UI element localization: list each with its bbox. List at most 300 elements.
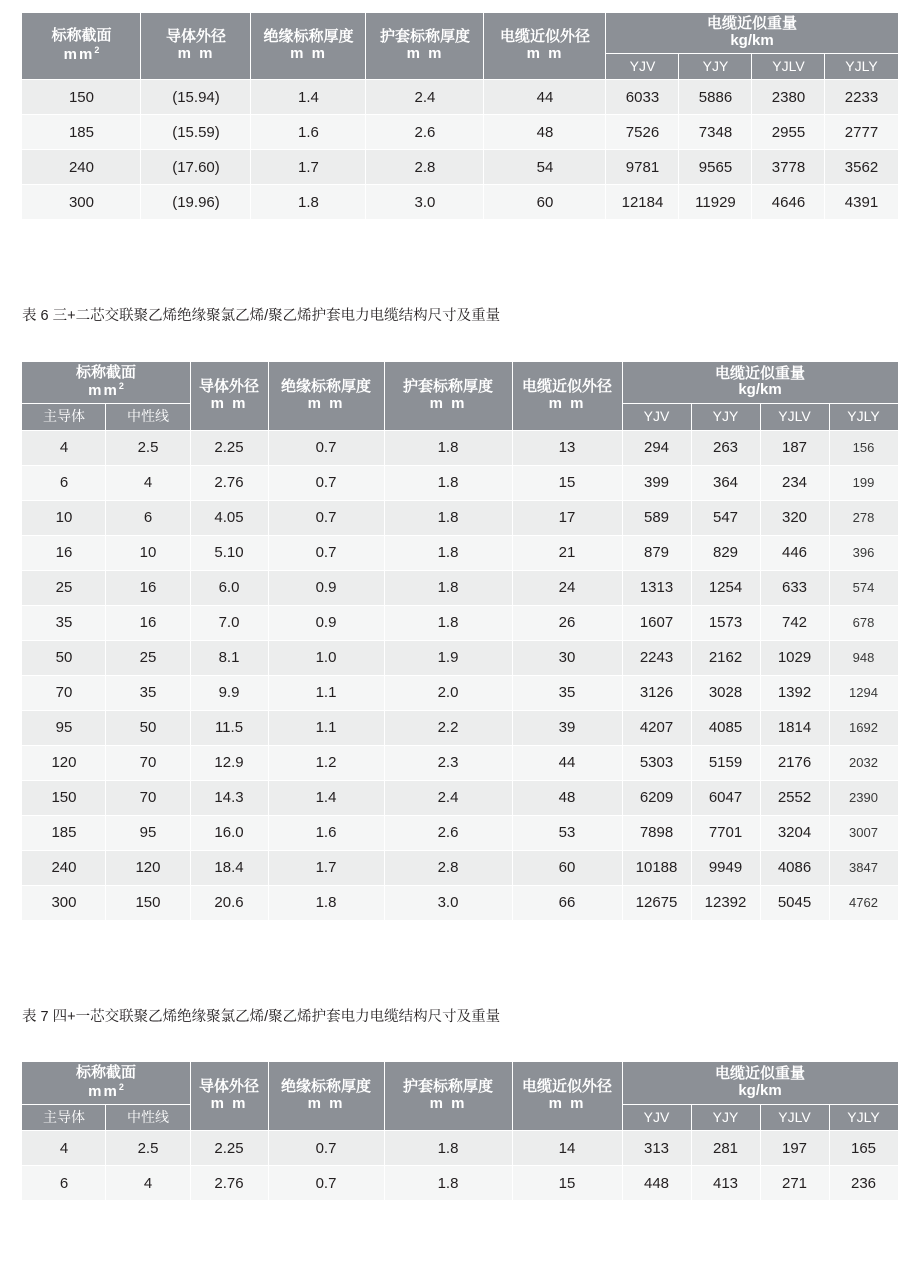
- cell-nominal-section: 240: [22, 150, 141, 185]
- header-label: 绝缘标称厚度: [280, 377, 371, 395]
- cell-weight-yjy: 364: [691, 465, 760, 500]
- cell-conductor-od: 14.3: [190, 780, 268, 815]
- cell-neutral: 4: [106, 465, 190, 500]
- table-row: [22, 605, 898, 640]
- cell-main-conductor: 50: [22, 640, 106, 675]
- cell-weight-yjlv: 1029: [760, 640, 829, 675]
- cell-weight-yjy: 3028: [691, 675, 760, 710]
- cell-weight-yjly: 2032: [829, 745, 898, 780]
- cell-weight-yjv: 12675: [622, 885, 691, 920]
- cell-main-conductor: 4: [22, 1131, 106, 1166]
- header-cable-od: [512, 1062, 622, 1131]
- cell-cable-od: 13: [512, 430, 622, 465]
- header-label: 护套标称厚度: [379, 28, 470, 46]
- header-label: 电缆近似外径: [521, 377, 612, 395]
- cell-neutral: 150: [106, 885, 190, 920]
- header-label: 护套标称厚度: [402, 377, 493, 395]
- cell-conductor-od: 20.6: [190, 885, 268, 920]
- cell-neutral: 16: [106, 570, 190, 605]
- header-nominal-section: [22, 361, 190, 404]
- cell-nominal-section: 185: [22, 115, 141, 150]
- table-row: [22, 80, 898, 115]
- header-unit: m m: [406, 45, 444, 63]
- cell-main-conductor: 70: [22, 675, 106, 710]
- header-conductor-od: [190, 1062, 268, 1131]
- header-label: 绝缘标称厚度: [263, 28, 354, 46]
- cell-weight-yjly: 165: [829, 1131, 898, 1166]
- cell-insulation-thickness: 1.1: [268, 710, 384, 745]
- cell-main-conductor: 10: [22, 500, 106, 535]
- cell-nominal-section: 300: [22, 185, 141, 220]
- cell-cable-od: 44: [512, 745, 622, 780]
- cable-spec-table-6: [21, 361, 898, 921]
- cell-main-conductor: 300: [22, 885, 106, 920]
- cell-weight-yjly: 1294: [829, 675, 898, 710]
- cell-conductor-od: 4.05: [190, 500, 268, 535]
- cell-main-conductor: 35: [22, 605, 106, 640]
- cell-insulation-thickness: 1.4: [268, 780, 384, 815]
- table-body: [22, 80, 898, 220]
- cell-sheath-thickness: 1.8: [384, 570, 512, 605]
- cell-weight-yjy: 9565: [679, 150, 752, 185]
- cell-cable-od: 48: [512, 780, 622, 815]
- cell-insulation-thickness: 1.7: [268, 850, 384, 885]
- cell-insulation-thickness: 0.7: [268, 1131, 384, 1166]
- cell-sheath-thickness: 2.0: [384, 675, 512, 710]
- cell-conductor-od: 12.9: [190, 745, 268, 780]
- cell-insulation-thickness: 0.7: [268, 535, 384, 570]
- header-conductor-od: [190, 361, 268, 430]
- cell-main-conductor: 150: [22, 780, 106, 815]
- header-unit: m m: [210, 394, 248, 412]
- header-unit: mm: [63, 46, 95, 64]
- cell-weight-yjy: 11929: [679, 185, 752, 220]
- cell-cable-od: 39: [512, 710, 622, 745]
- cell-sheath-thickness: 1.8: [384, 535, 512, 570]
- cell-weight-yjv: 4207: [622, 710, 691, 745]
- cell-main-conductor: 6: [22, 1166, 106, 1201]
- cell-weight-yjlv: 187: [760, 430, 829, 465]
- cell-weight-yjlv: 4086: [760, 850, 829, 885]
- cell-weight-yjv: 448: [622, 1166, 691, 1201]
- cell-sheath-thickness: 2.8: [384, 850, 512, 885]
- cell-weight-yjlv: 2176: [760, 745, 829, 780]
- cell-conductor-od: 18.4: [190, 850, 268, 885]
- cell-weight-yjly: 156: [829, 430, 898, 465]
- header-unit-sup: 2: [118, 381, 124, 392]
- cell-weight-yjv: 9781: [606, 150, 679, 185]
- cell-sheath-thickness: 3.0: [384, 885, 512, 920]
- table-row: [22, 185, 898, 220]
- cell-cable-od: 44: [484, 80, 606, 115]
- cell-cable-od: 53: [512, 815, 622, 850]
- cell-weight-yjv: 313: [622, 1131, 691, 1166]
- cell-weight-yjly: 3847: [829, 850, 898, 885]
- cell-weight-yjy: 7348: [679, 115, 752, 150]
- header-label: 电缆近似外径: [499, 28, 590, 46]
- cell-sheath-thickness: 2.6: [366, 115, 484, 150]
- cell-weight-yjly: 3562: [825, 150, 898, 185]
- cell-insulation-thickness: 1.2: [268, 745, 384, 780]
- header-unit: m m: [429, 394, 467, 412]
- header-yjy: YJY: [691, 404, 760, 431]
- header-label: 电缆近似重量: [715, 364, 806, 382]
- cell-weight-yjv: 399: [622, 465, 691, 500]
- cell-weight-yjv: 12184: [606, 185, 679, 220]
- cell-sheath-thickness: 2.6: [384, 815, 512, 850]
- header-unit: m m: [307, 1095, 345, 1113]
- cell-weight-yjly: 4762: [829, 885, 898, 920]
- header-yjy: YJY: [679, 53, 752, 80]
- header-cable-weight: [622, 1062, 898, 1105]
- cell-sheath-thickness: 1.8: [384, 465, 512, 500]
- header-unit: m m: [210, 1095, 248, 1113]
- header-conductor-od: [141, 13, 251, 80]
- table-header-row: [22, 13, 898, 54]
- cell-weight-yjlv: 271: [760, 1166, 829, 1201]
- cable-spec-table-continued: [21, 12, 898, 220]
- cell-conductor-od: 2.25: [190, 430, 268, 465]
- table-row: [22, 570, 898, 605]
- header-sheath-thickness: [366, 13, 484, 80]
- header-yjv: YJV: [622, 404, 691, 431]
- cell-main-conductor: 16: [22, 535, 106, 570]
- header-yjlv: YJLV: [760, 1104, 829, 1131]
- cell-sheath-thickness: 2.4: [366, 80, 484, 115]
- header-label: 导体外径: [198, 1078, 259, 1096]
- cell-weight-yjy: 281: [691, 1131, 760, 1166]
- table-6-caption: 表 6 三+二芯交联聚乙烯绝缘聚氯乙烯/聚乙烯护套电力电缆结构尺寸及重量: [22, 308, 501, 325]
- cell-cable-od: 17: [512, 500, 622, 535]
- cell-nominal-section: 150: [22, 80, 141, 115]
- cell-weight-yjlv: 2380: [752, 80, 825, 115]
- header-cable-weight: [606, 13, 898, 54]
- spacer: [0, 1027, 920, 1061]
- header-yjly: YJLY: [829, 1104, 898, 1131]
- cell-neutral: 25: [106, 640, 190, 675]
- cell-conductor-od: 9.9: [190, 675, 268, 710]
- cell-cable-od: 60: [484, 185, 606, 220]
- cell-conductor-od: (15.94): [141, 80, 251, 115]
- cell-insulation-thickness: 1.4: [251, 80, 366, 115]
- cell-conductor-od: 2.25: [190, 1131, 268, 1166]
- cell-weight-yjy: 7701: [691, 815, 760, 850]
- cell-conductor-od: 7.0: [190, 605, 268, 640]
- cell-weight-yjv: 1607: [622, 605, 691, 640]
- spacer: [0, 327, 920, 361]
- cell-weight-yjlv: 633: [760, 570, 829, 605]
- cell-cable-od: 54: [484, 150, 606, 185]
- header-label: 护套标称厚度: [402, 1078, 493, 1096]
- cell-neutral: 120: [106, 850, 190, 885]
- cell-sheath-thickness: 2.3: [384, 745, 512, 780]
- cell-weight-yjy: 413: [691, 1166, 760, 1201]
- cell-insulation-thickness: 1.8: [251, 185, 366, 220]
- table-7-caption: 表 7 四+一芯交联聚乙烯绝缘聚氯乙烯/聚乙烯护套电力电缆结构尺寸及重量: [22, 1008, 501, 1025]
- table-row: [22, 1166, 898, 1201]
- cell-weight-yjv: 5303: [622, 745, 691, 780]
- header-unit: m m: [290, 45, 327, 63]
- header-cable-od: [512, 361, 622, 430]
- cell-sheath-thickness: 1.9: [384, 640, 512, 675]
- cell-main-conductor: 25: [22, 570, 106, 605]
- header-yjly: YJLY: [829, 404, 898, 431]
- header-neutral: 中性线: [106, 1104, 190, 1131]
- cell-weight-yjv: 6209: [622, 780, 691, 815]
- cell-weight-yjv: 294: [622, 430, 691, 465]
- table-row: [22, 780, 898, 815]
- cell-weight-yjlv: 2955: [752, 115, 825, 150]
- cell-sheath-thickness: 2.2: [384, 710, 512, 745]
- cell-weight-yjv: 1313: [622, 570, 691, 605]
- cell-weight-yjly: 678: [829, 605, 898, 640]
- cell-weight-yjly: 3007: [829, 815, 898, 850]
- table-row: [22, 115, 898, 150]
- header-unit: m m: [307, 394, 345, 412]
- table-row: [22, 430, 898, 465]
- header-sheath-thickness: [384, 1062, 512, 1131]
- cell-conductor-od: 11.5: [190, 710, 268, 745]
- cell-neutral: 2.5: [106, 430, 190, 465]
- cell-insulation-thickness: 1.8: [268, 885, 384, 920]
- header-sheath-thickness: [384, 361, 512, 430]
- cell-sheath-thickness: 1.8: [384, 1166, 512, 1201]
- table-row: [22, 885, 898, 920]
- header-label: 标称截面: [75, 1064, 136, 1082]
- table-row: [22, 535, 898, 570]
- cell-cable-od: 15: [512, 465, 622, 500]
- cell-weight-yjlv: 197: [760, 1131, 829, 1166]
- cell-weight-yjly: 2777: [825, 115, 898, 150]
- header-unit: m m: [548, 1095, 586, 1113]
- header-label: 电缆近似重量: [715, 1065, 806, 1083]
- cell-cable-od: 48: [484, 115, 606, 150]
- header-label: 标称截面: [51, 27, 112, 45]
- cell-main-conductor: 185: [22, 815, 106, 850]
- cell-neutral: 70: [106, 780, 190, 815]
- cell-neutral: 95: [106, 815, 190, 850]
- cell-weight-yjly: 236: [829, 1166, 898, 1201]
- header-unit: kg/km: [738, 381, 782, 399]
- cell-weight-yjv: 7526: [606, 115, 679, 150]
- cell-conductor-od: (19.96): [141, 185, 251, 220]
- header-cable-od: [484, 13, 606, 80]
- cell-weight-yjy: 2162: [691, 640, 760, 675]
- cell-weight-yjlv: 2552: [760, 780, 829, 815]
- cell-conductor-od: 6.0: [190, 570, 268, 605]
- table-row: [22, 1131, 898, 1166]
- cell-weight-yjv: 7898: [622, 815, 691, 850]
- cell-weight-yjly: 396: [829, 535, 898, 570]
- cell-cable-od: 35: [512, 675, 622, 710]
- cell-weight-yjy: 829: [691, 535, 760, 570]
- cell-insulation-thickness: 0.7: [268, 500, 384, 535]
- spacer: [0, 220, 920, 306]
- table-row: [22, 850, 898, 885]
- cell-neutral: 6: [106, 500, 190, 535]
- header-yjy: YJY: [691, 1104, 760, 1131]
- table-row: [22, 815, 898, 850]
- header-label: 绝缘标称厚度: [280, 1078, 371, 1096]
- header-nominal-section: [22, 1062, 190, 1105]
- header-main-conductor: 主导体: [22, 404, 106, 431]
- cell-weight-yjlv: 4646: [752, 185, 825, 220]
- cell-weight-yjlv: 3204: [760, 815, 829, 850]
- cell-conductor-od: 2.76: [190, 465, 268, 500]
- cell-sheath-thickness: 3.0: [366, 185, 484, 220]
- header-insulation-thickness: [251, 13, 366, 80]
- header-neutral: 中性线: [106, 404, 190, 431]
- cell-conductor-od: 8.1: [190, 640, 268, 675]
- cell-weight-yjy: 12392: [691, 885, 760, 920]
- table-body: [22, 1131, 898, 1201]
- cell-neutral: 4: [106, 1166, 190, 1201]
- table-row: [22, 745, 898, 780]
- cell-weight-yjlv: 5045: [760, 885, 829, 920]
- cell-insulation-thickness: 1.1: [268, 675, 384, 710]
- cell-weight-yjlv: 742: [760, 605, 829, 640]
- cell-insulation-thickness: 0.7: [268, 465, 384, 500]
- header-unit: kg/km: [738, 1081, 782, 1099]
- cell-weight-yjly: 948: [829, 640, 898, 675]
- header-label: 电缆近似外径: [521, 1078, 612, 1096]
- cell-weight-yjlv: 1392: [760, 675, 829, 710]
- header-yjlv: YJLV: [760, 404, 829, 431]
- cell-conductor-od: 5.10: [190, 535, 268, 570]
- cell-weight-yjv: 2243: [622, 640, 691, 675]
- cell-weight-yjy: 9949: [691, 850, 760, 885]
- header-unit: m m: [526, 45, 564, 63]
- cell-weight-yjy: 263: [691, 430, 760, 465]
- cell-insulation-thickness: 0.7: [268, 430, 384, 465]
- header-nominal-section: [22, 13, 141, 80]
- cell-main-conductor: 6: [22, 465, 106, 500]
- cell-cable-od: 30: [512, 640, 622, 675]
- header-unit: mm: [88, 382, 119, 400]
- cell-weight-yjlv: 446: [760, 535, 829, 570]
- header-yjv: YJV: [606, 53, 679, 80]
- cell-sheath-thickness: 2.8: [366, 150, 484, 185]
- cell-weight-yjv: 10188: [622, 850, 691, 885]
- cell-weight-yjly: 574: [829, 570, 898, 605]
- cell-weight-yjy: 5886: [679, 80, 752, 115]
- cell-sheath-thickness: 1.8: [384, 500, 512, 535]
- header-main-conductor: 主导体: [22, 1104, 106, 1131]
- cell-neutral: 2.5: [106, 1131, 190, 1166]
- cable-spec-table-7: [21, 1061, 898, 1201]
- cell-insulation-thickness: 1.7: [251, 150, 366, 185]
- cell-weight-yjly: 278: [829, 500, 898, 535]
- cell-neutral: 70: [106, 745, 190, 780]
- table-row: [22, 500, 898, 535]
- table-header-row: [22, 361, 898, 404]
- table-body: [22, 430, 898, 920]
- cell-cable-od: 24: [512, 570, 622, 605]
- cell-weight-yjv: 3126: [622, 675, 691, 710]
- cell-cable-od: 15: [512, 1166, 622, 1201]
- cell-cable-od: 66: [512, 885, 622, 920]
- cell-weight-yjy: 5159: [691, 745, 760, 780]
- cell-sheath-thickness: 1.8: [384, 605, 512, 640]
- cell-weight-yjlv: 320: [760, 500, 829, 535]
- cell-weight-yjly: 2233: [825, 80, 898, 115]
- header-unit: kg/km: [730, 31, 774, 49]
- header-unit: m m: [548, 394, 586, 412]
- cell-neutral: 10: [106, 535, 190, 570]
- cell-weight-yjy: 1254: [691, 570, 760, 605]
- cell-insulation-thickness: 1.6: [268, 815, 384, 850]
- header-unit: mm: [88, 1082, 119, 1100]
- spacer: [0, 921, 920, 1007]
- cell-conductor-od: 16.0: [190, 815, 268, 850]
- cell-main-conductor: 240: [22, 850, 106, 885]
- cell-cable-od: 14: [512, 1131, 622, 1166]
- table-row: [22, 150, 898, 185]
- cell-weight-yjv: 6033: [606, 80, 679, 115]
- cell-cable-od: 26: [512, 605, 622, 640]
- header-unit: m m: [429, 1095, 467, 1113]
- header-label: 导体外径: [165, 28, 226, 46]
- cell-insulation-thickness: 0.9: [268, 570, 384, 605]
- top-spacer: [0, 0, 920, 12]
- header-yjly: YJLY: [825, 53, 898, 80]
- cell-conductor-od: 2.76: [190, 1166, 268, 1201]
- cell-sheath-thickness: 2.4: [384, 780, 512, 815]
- cell-insulation-thickness: 0.7: [268, 1166, 384, 1201]
- cell-neutral: 16: [106, 605, 190, 640]
- cell-weight-yjy: 547: [691, 500, 760, 535]
- cell-conductor-od: (15.59): [141, 115, 251, 150]
- cell-sheath-thickness: 1.8: [384, 430, 512, 465]
- header-yjv: YJV: [622, 1104, 691, 1131]
- cell-weight-yjly: 199: [829, 465, 898, 500]
- header-label: 标称截面: [75, 363, 136, 381]
- cell-cable-od: 60: [512, 850, 622, 885]
- header-insulation-thickness: [268, 361, 384, 430]
- cell-weight-yjly: 1692: [829, 710, 898, 745]
- header-unit-sup: 2: [118, 1081, 124, 1092]
- cell-cable-od: 21: [512, 535, 622, 570]
- cell-weight-yjy: 1573: [691, 605, 760, 640]
- header-label: 导体外径: [198, 377, 259, 395]
- cell-main-conductor: 120: [22, 745, 106, 780]
- cell-insulation-thickness: 1.6: [251, 115, 366, 150]
- header-label: 电缆近似重量: [706, 15, 797, 32]
- header-cable-weight: [622, 361, 898, 404]
- table-row: [22, 640, 898, 675]
- header-unit: m m: [177, 45, 215, 63]
- cell-main-conductor: 4: [22, 430, 106, 465]
- table-row: [22, 675, 898, 710]
- header-yjlv: YJLV: [752, 53, 825, 80]
- cell-weight-yjly: 4391: [825, 185, 898, 220]
- cell-weight-yjv: 589: [622, 500, 691, 535]
- table-row: [22, 710, 898, 745]
- cell-weight-yjy: 6047: [691, 780, 760, 815]
- table-header-row: [22, 1062, 898, 1105]
- cell-sheath-thickness: 1.8: [384, 1131, 512, 1166]
- cell-neutral: 35: [106, 675, 190, 710]
- cell-insulation-thickness: 1.0: [268, 640, 384, 675]
- cell-weight-yjly: 2390: [829, 780, 898, 815]
- cell-weight-yjy: 4085: [691, 710, 760, 745]
- header-unit-sup: 2: [94, 45, 100, 56]
- cell-main-conductor: 95: [22, 710, 106, 745]
- cell-neutral: 50: [106, 710, 190, 745]
- cell-conductor-od: (17.60): [141, 150, 251, 185]
- cell-weight-yjlv: 234: [760, 465, 829, 500]
- cell-weight-yjlv: 3778: [752, 150, 825, 185]
